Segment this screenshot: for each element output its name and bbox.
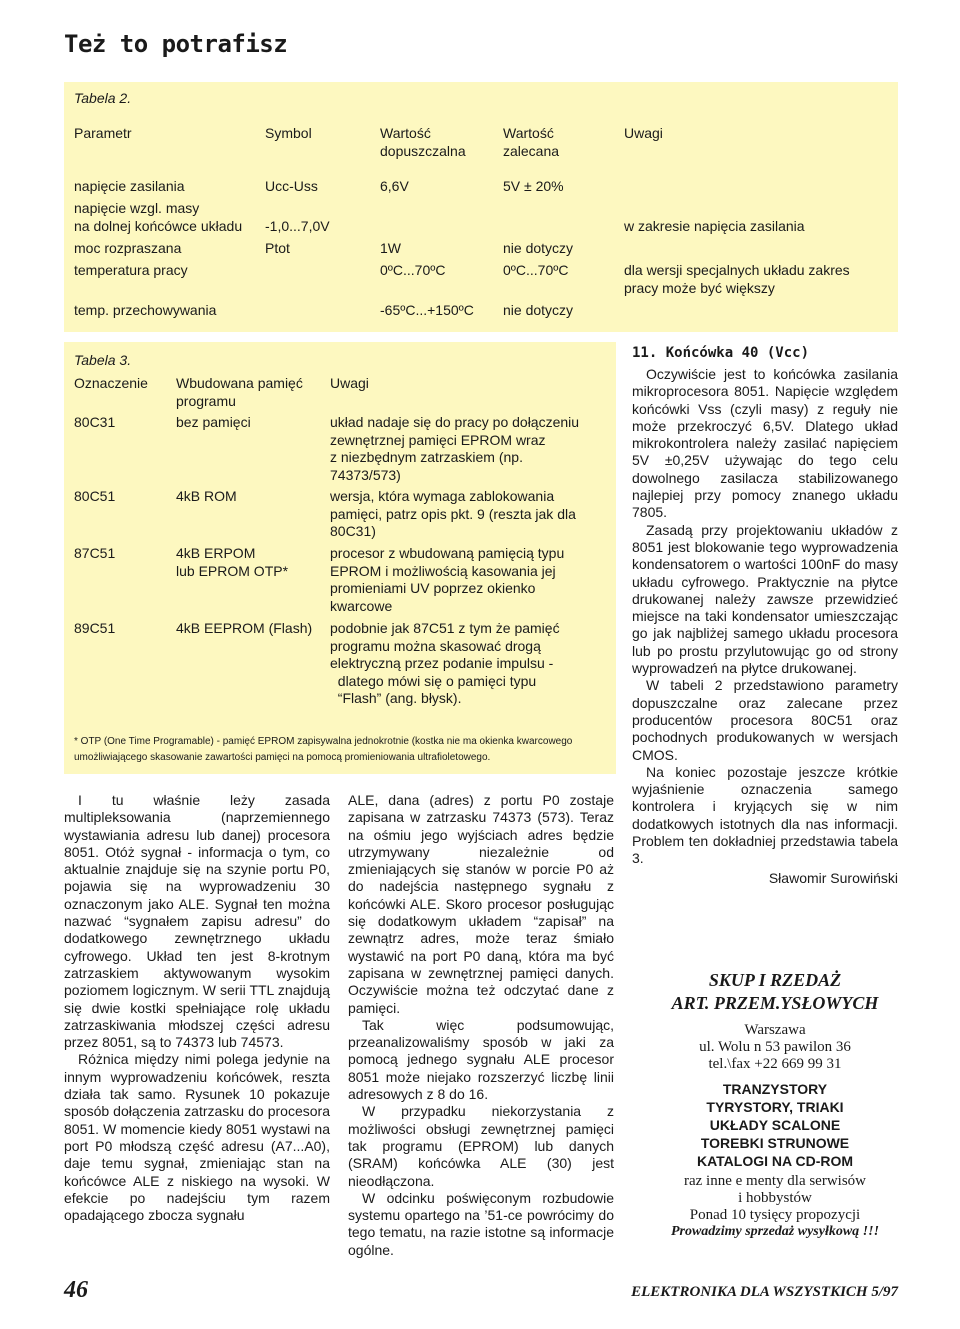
table-footnote: * OTP (One Time Programable) - pamięć EPROM zapisywalna jednokrotnie (kostka nie ma okienka kwarcowego umożliwiającego skasowanie zawartości pamięci na pomocą promieniowania ultrafioletowego. (74, 736, 573, 763)
table-cell: dla wersji specjalnych układu zakres pracy może być większy (624, 262, 850, 296)
table-cell: napięcie wzgl. masy na dolnej końcówce układu (74, 200, 243, 234)
ad-product: TOREBKI STRUNOWE (700, 1135, 850, 1151)
table-cell: procesor z wbudowaną pamięcią typu EPROM i możliwością kasowania jej promieniami UV poprzez okienko kwarcowe (330, 545, 565, 614)
ad-extra: i hobbystów (738, 1190, 812, 1206)
magazine-name: ELEKTRONIKA DLA WSZYSTKICH 5/97 (631, 1284, 898, 1300)
table-cell: Ptot (265, 240, 290, 256)
text-column-3 (632, 366, 898, 887)
table-cell: temp. przechowywania (74, 302, 217, 318)
paragraph: Zasadą przy projektowaniu układów z 8051 jest blokowanie tego wyprowadzenia kondensatorem o wartości 100nF do masy układu cyfrowego. Praktycznie na płytce drukowanej należy zawsze przewidzieć miejsce na taki kondensator umieszczając go jak najbliżej samego układu procesora lub po prostu przylutowując go od strony wyprowadzeń na płytce drukowanej. (632, 521, 898, 677)
ad-headline: ART. PRZEM.YSŁOWYCH (671, 993, 879, 1013)
table-cell: bez pamięci (176, 414, 251, 430)
table-cell: -1,0...7,0V (265, 218, 330, 234)
ad-phone: tel.\fax +22 669 99 31 (708, 1056, 842, 1072)
ad-headline: SKUP I RZEDAŻ (708, 970, 842, 990)
table-cell: podobnie jak 87C51 z tym że pamięć programu można skasować drogą elektryczną przez podanie impulsu - dlatego mówi się o pamięci typu “Flash” (ang. błysk). (330, 620, 560, 706)
table-cell: 80C51 (74, 488, 116, 504)
column-header: Uwagi (330, 375, 369, 391)
table-cell: 4kB ERPOM lub EPROM OTP* (176, 545, 289, 579)
paragraph: W przypadku niekorzystania z możliwości obsługi zewnętrznej pamięci tak programu (EPROM) lub danych (SRAM) końcówka ALE (30) jest nieodłączona. (348, 1103, 614, 1189)
table-cell: -65ºC...+150ºC (380, 302, 474, 318)
table-cell: 5V ± 20% (503, 178, 564, 194)
ad-product: KATALOGI NA CD-ROM (696, 1153, 854, 1169)
column-header: Symbol (265, 125, 312, 141)
table-caption: Tabela 3. (74, 352, 132, 368)
paragraph: W odcinku poświęconym rozbudowie systemu opartego na ’51-ce powrócimy do tego tematu, na razie istotne są informacje ogólne. (348, 1189, 614, 1258)
table-cell: Ucc-Uss (265, 178, 318, 194)
table-3 (64, 342, 616, 774)
table-cell: 0ºC...70ºC (380, 262, 446, 278)
table-cell: temperatura pracy (74, 262, 188, 278)
table-cell: napięcie zasilania (74, 178, 185, 194)
table-caption: Tabela 2. (74, 90, 132, 106)
table-cell: wersja, która wymaga zablokowania pamięci, patrz opis pkt. 9 (reszta jak dla 80C31) (330, 488, 576, 539)
column-header: Parametr (74, 125, 132, 141)
table-2 (64, 82, 898, 332)
table-cell: nie dotyczy (503, 302, 574, 318)
table-cell: w zakresie napięcia zasilania (624, 218, 805, 234)
ad-extra: raz inne e menty dla serwisów (683, 1173, 867, 1189)
table-cell: 4kB EEPROM (Flash) (176, 620, 313, 636)
ad-city: Warszawa (744, 1022, 806, 1038)
page-number: 46 (64, 1277, 88, 1303)
column-header: Oznaczenie (74, 375, 148, 391)
ad-product: UKŁADY SCALONE (709, 1117, 841, 1133)
table-cell: nie dotyczy (503, 240, 574, 256)
table-cell: 0ºC...70ºC (503, 262, 569, 278)
column-header: Uwagi (624, 125, 663, 141)
author: Sławomir Surowiński (768, 869, 898, 886)
paragraph: ALE, dana (adres) z portu P0 zostaje zapisana w zatrzasku 74373 (573). Teraz na ośmiu jego wyjściach adres będzie utrzymywany niezależnie od zmieniających się stanów w porcie P0 aż do nadejścia następnego sygnału z końcówki ALE. Skoro procesor posługując się dodatkowym układem “zapisał” na zewnątrz adres, może teraz śmiało wystawić na port P0 daną, która ma być zapisana w zewnętrznej pamięci danych. Oczywiście można też odczytać dane z pamięci. (348, 792, 614, 1016)
table-cell: 6,6V (380, 178, 409, 194)
table-cell: 1W (380, 240, 401, 256)
text-column-1 (64, 792, 330, 1224)
paragraph: Tak więc podsumowując, przeanalizowaliśmy sposób w jaki za pomocą jednego sygnału ALE procesor 8051 może niejako rozszerzyć liczbę linii adresowych z 8 do 16. (348, 1016, 614, 1103)
ad-extra: Ponad 10 tysięcy propozycji (689, 1207, 861, 1223)
subsection-title: 11. Końcówka 40 (Vcc) (632, 345, 810, 361)
column-header: Wartość dopuszczalna (380, 125, 466, 159)
ad-address: ul. Wolu n 53 pawilon 36 (699, 1039, 851, 1055)
table-cell: moc rozpraszana (74, 240, 182, 256)
advertisement (650, 970, 900, 1240)
paragraph: Oczywiście jest to końcówka zasilania mikroprocesora 8051. Napięcie względem końcówki Vss (czyli masy) z reguły nie może przekroczyć 6,5V. Dlatego układ mikrokontrolera należy zasilać napięciem 5V ±0,25V używając do tego celu dowolnego zasilacza stabilizowanego najlepiej przy pomocy znanego układu 7805. (632, 366, 898, 521)
table-cell: 4kB ROM (176, 488, 237, 504)
column-header: Wbudowana pamięć programu (176, 375, 303, 409)
paragraph: Na koniec pozostaje jeszcze krótkie wyjaśnienie oznaczenia samego kontrolera i kryjących się w nim dodatkowych istotnych dla nas informacji. Problem ten dokładniej przedstawia tabela 3. (632, 763, 898, 867)
table-cell: 87C51 (74, 545, 116, 561)
section-title: Też to potrafisz (64, 30, 288, 58)
table-cell: 80C31 (74, 414, 116, 430)
paragraph: I tu właśnie leży zasada multipleksowania (naprzemiennego wystawiania adresu lub danej) procesora 8051. Otóż sygnał - informacja o tym, co aktualnie znajduje się na szynie portu P0, pojawia się na wyprowadzeniu 30 oznaczonym jako ALE. Sygnał ten można nazwać “sygnałem zapisu adresu” do dodatkowego zewnętrznego układu cyfrowego. Układ ten jest 8-krotnym zatrzaskiem aktywowanym wysokim poziomem logicznym. W serii TTL znajdują się dwie kostki spełniające rolę układu zatrzaskiwania młodszej części adresu przez 8051, są to 74373 lub 74573. (64, 792, 330, 1051)
table-cell: układ nadaje się do pracy po dołączeniu zewnętrznej pamięci EPROM wraz z niezbędnym zatrzaskiem (np. 74373/573) (330, 414, 580, 483)
table-cell: 89C51 (74, 620, 116, 636)
ad-product: TYRYSTORY, TRIAKI (706, 1099, 844, 1115)
paragraph: Różnica między nimi polega jedynie na innym wyprowadzeniu końcówek, reszta działa tak samo. Rysunek 10 pokazuje sposób dołączenia zatrzasku do procesora 8051. W momencie kiedy 8051 wystawi na port P0 młodszą część adresu (A7...A0), daje temu sygnał, zmieniając stan na końcówce ALE z niskiego na wysoki. W efekcie po nadejściu tym razem opadającego zbocza sygnału (64, 1051, 330, 1224)
text-column-2 (348, 792, 614, 1259)
ad-slogan: Prowadzimy sprzedaż wysyłkową !!! (670, 1224, 880, 1239)
ad-product: TRANZYSTORY (722, 1081, 828, 1097)
paragraph: W tabeli 2 przedstawiono parametry dopuszczalne oraz zalecane przez producentów procesora 80C51 oraz pochodnych produkowanych w wersjach CMOS. (632, 677, 898, 763)
column-header: Wartość zalecana (503, 125, 560, 159)
